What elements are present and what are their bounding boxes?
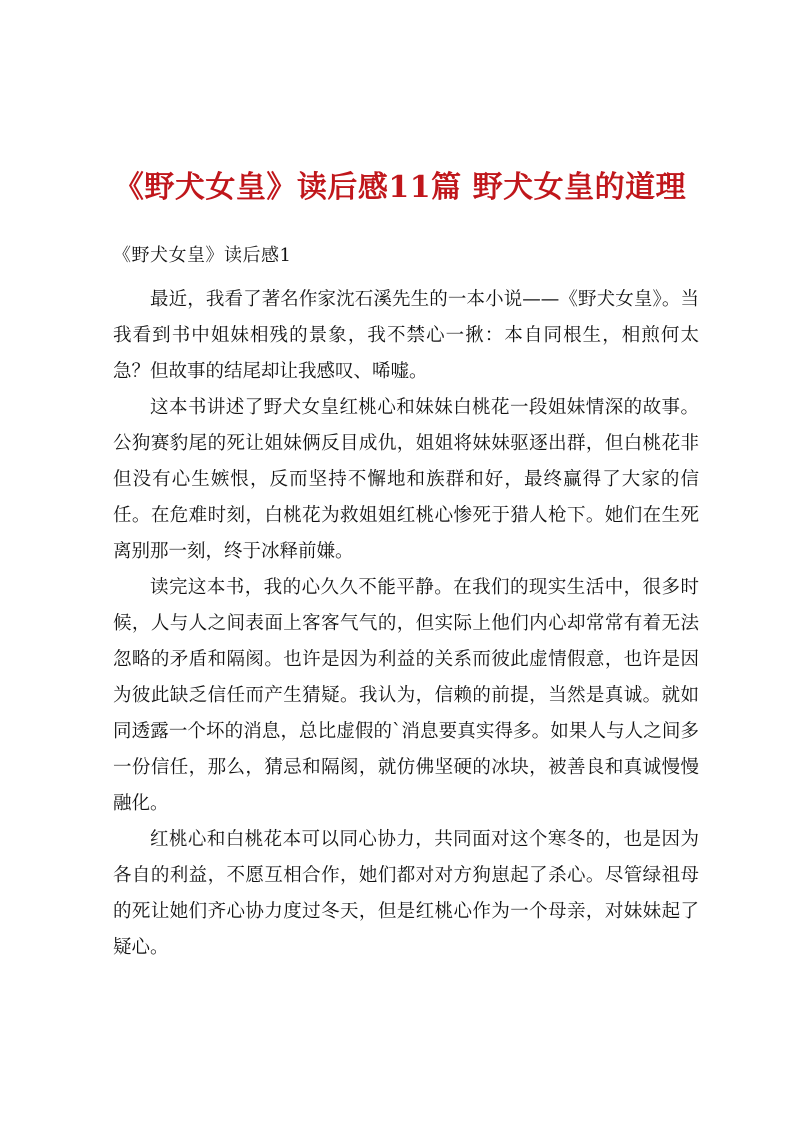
section-heading: 《野犬女皇》读后感1 — [113, 245, 292, 266]
document-body — [113, 282, 699, 966]
paragraph-1: 最近，我看了著名作家沈石溪先生的一本小说——《野犬女皇》。当我看到书中姐妹相残的景象，我不禁心一揪：本自同根生，相煎何太急？但故事的结尾却让我感叹、唏嘘。 — [113, 289, 699, 382]
paragraph-2: 这本书讲述了野犬女皇红桃心和妹妹白桃花一段姐妹情深的故事。公狗赛豹尾的死让姐妹俩反目成仇，姐姐将妹妹驱逐出群，但白桃花非但没有心生嫉恨，反而坚持不懈地和族群和好，最终赢得了大家的信任。在危难时刻，白桃花为救姐姐红桃心惨死于猎人枪下。她们在生死离别那一刻，终于冰释前嫌。 — [113, 397, 699, 562]
paragraph-4: 红桃心和白桃花本可以同心协力，共同面对这个寒冬的，也是因为各自的利益，不愿互相合作，她们都对对方狗崽起了杀心。尽管绿祖母的死让她们齐心协力度过冬天，但是红桃心作为一个母亲，对妹妹起了疑心。 — [113, 829, 699, 958]
document-title: 《野犬女皇》读后感11篇 野犬女皇的道理 — [113, 170, 687, 205]
paragraph-3: 读完这本书，我的心久久不能平静。在我们的现实生活中，很多时候，人与人之间表面上客客气气的，但实际上他们内心却常常有着无法忽略的矛盾和隔阂。也许是因为利益的关系而彼此虚情假意，也许是因为彼此缺乏信任而产生猜疑。我认为，信赖的前提，当然是真诚。就如同透露一个坏的消息，总比虚假的`消息要真实得多。如果人与人之间多一份信任，那么，猜忌和隔阂，就仿佛坚硬的冰块，被善良和真诚慢慢融化。 — [113, 577, 699, 814]
